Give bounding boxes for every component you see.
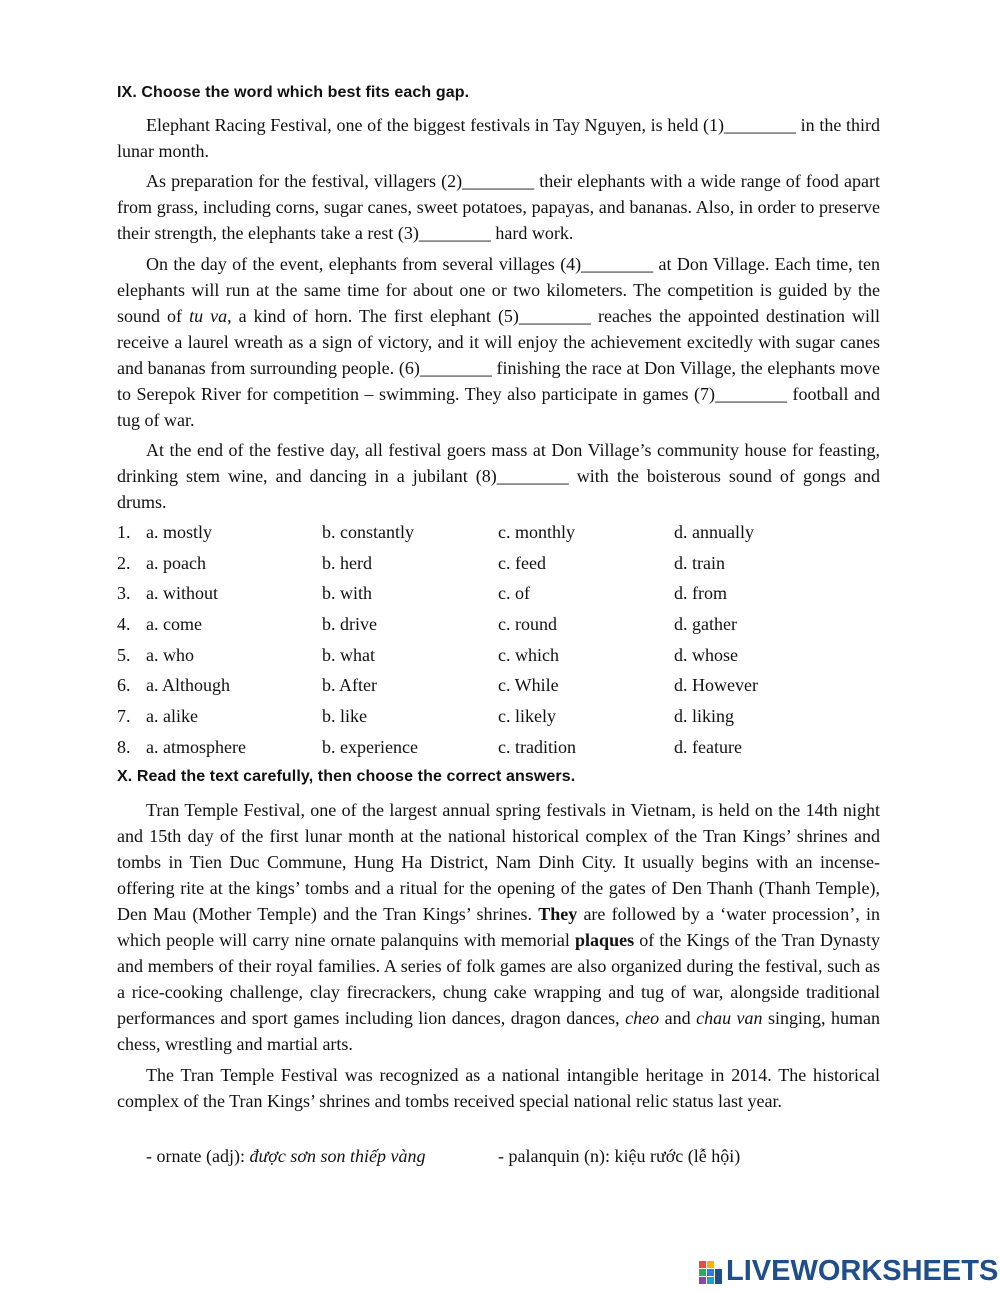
p1-text-1: Tran Temple Festival, one of the largest annual spring festivals in Vietnam, is held on the 14th night and 15th day of the first lunar month at the national historical complex of the Tran Kings’ shrines and tombs in Tien Duc Commune, Hung Ha District, Nam Dinh City. It usually begins with an incense-offering rite at the kings’ tombs and a ritual for the opening of the gates of Den Thanh (Thanh Temple), Den Mau (Mother Temple) and the Tran Kings’ shrines.: [117, 800, 880, 924]
question-row: [117, 642, 880, 668]
p1-bold-plaques: plaques: [575, 930, 635, 950]
question-row: [117, 734, 880, 760]
p1-text-3: of the Kings of the Tran Dynasty and members of their royal families. A series of folk games are also organized during the festival, such as a rice-cooking challenge, clay firecrackers, chung cake wrapping and tug of war, alongside traditional performances and sport games including lion dances, dragon dances,: [117, 930, 880, 1028]
option-a[interactable]: a. mostly: [146, 522, 212, 542]
option-b[interactable]: b. constantly: [322, 522, 414, 542]
option-a[interactable]: a. Although: [146, 675, 230, 695]
question-row: [117, 580, 880, 606]
p3-text-2: , a kind of horn. The first elephant (5)________ reaches the appointed destination will receive a laurel wreath as a sign of victory, and it will enjoy the achievement excitedly with sugar canes and bananas from surrounding people. (6)________ finishing the race at Don Village, the elephants move to Serepok River for competition – swimming. They also participate in games (7)________ football and tug of war.: [117, 306, 880, 430]
option-b[interactable]: b. drive: [322, 614, 377, 634]
question-number: 5.: [117, 645, 131, 665]
option-a[interactable]: a. who: [146, 645, 194, 665]
p3-italic-term: tu va: [189, 306, 228, 326]
p3-text-1: On the day of the event, elephants from several villages (4)________ at Don Village. Each time, ten elephants will run at the same time for about one or two kilometers. The competition is guided by the sound of: [117, 254, 880, 326]
option-d[interactable]: d. feature: [674, 737, 742, 757]
option-b[interactable]: b. experience: [322, 737, 418, 757]
vocab-ornate-meaning: được sơn son thiếp vàng: [249, 1146, 426, 1166]
option-d[interactable]: d. liking: [674, 706, 735, 726]
option-d[interactable]: d. annually: [674, 522, 754, 542]
vocabulary-notes: [146, 1143, 906, 1169]
option-d[interactable]: d. gather: [674, 614, 737, 634]
option-d[interactable]: d. train: [674, 553, 725, 573]
option-d[interactable]: d. whose: [674, 645, 738, 665]
question-row: [117, 611, 880, 637]
option-c[interactable]: c. which: [498, 645, 559, 665]
question-number: 7.: [117, 706, 131, 726]
question-row: [117, 703, 880, 729]
vocab-ornate-term: - ornate (adj):: [146, 1146, 250, 1166]
question-number: 2.: [117, 553, 131, 573]
liveworksheets-logo: [698, 1254, 999, 1288]
question-row: [117, 672, 880, 698]
section-10-paragraph-1: [117, 797, 880, 1057]
question-number: 1.: [117, 522, 131, 542]
vocab-palanquin: - palanquin (n): kiệu rước (lễ hội): [498, 1146, 741, 1166]
option-a[interactable]: a. alike: [146, 706, 198, 726]
option-a[interactable]: a. atmosphere: [146, 737, 246, 757]
option-b[interactable]: b. what: [322, 645, 375, 665]
option-d[interactable]: d. However: [674, 675, 758, 695]
option-c[interactable]: c. monthly: [498, 522, 575, 542]
p1-text-2: are followed by a ‘water procession’, in which people will carry nine ornate palanquins with memorial: [117, 904, 880, 950]
question-number: 4.: [117, 614, 131, 634]
p1-italic-chau-van: chau van: [696, 1008, 763, 1028]
question-row: [117, 519, 880, 545]
logo-blocks-icon: [698, 1260, 724, 1286]
section-9-paragraph-2: As preparation for the festival, villagers (2)________ their elephants with a wide range of food apart from grass, including corns, sugar canes, sweet potatoes, papayas, and bananas. Also, in order to preserve their strength, the elephants take a rest (3)________ hard work.: [117, 171, 880, 243]
section-10-paragraph-2: The Tran Temple Festival was recognized as a national intangible heritage in 2014. The historical complex of the Tran Kings’ shrines and tombs received special national relic status last year.: [117, 1065, 880, 1111]
question-number: 6.: [117, 675, 131, 695]
option-d[interactable]: d. from: [674, 583, 727, 603]
option-c[interactable]: c. feed: [498, 553, 546, 573]
option-a[interactable]: a. poach: [146, 553, 206, 573]
question-row: [117, 550, 880, 576]
option-b[interactable]: b. After: [322, 675, 377, 695]
option-c[interactable]: c. While: [498, 675, 559, 695]
section-10-heading: X. Read the text carefully, then choose the correct answers.: [117, 768, 576, 785]
option-c[interactable]: c. tradition: [498, 737, 576, 757]
option-a[interactable]: a. without: [146, 583, 218, 603]
p1-text-5: singing, human chess, wrestling and martial arts.: [117, 1008, 881, 1054]
section-9-paragraph-3: [117, 251, 880, 433]
question-number: 8.: [117, 737, 131, 757]
section-9-paragraph-1: Elephant Racing Festival, one of the biggest festivals in Tay Nguyen, is held (1)________ in the third lunar month.: [117, 115, 880, 161]
option-c[interactable]: c. likely: [498, 706, 556, 726]
option-c[interactable]: c. of: [498, 583, 530, 603]
section-9-paragraph-4: At the end of the festive day, all festival goers mass at Don Village’s community house for feasting, drinking stem wine, and dancing in a jubilant (8)________ with the boisterous sound of gongs and drums.: [117, 440, 880, 512]
p1-bold-they: They: [538, 904, 578, 924]
option-b[interactable]: b. like: [322, 706, 367, 726]
option-c[interactable]: c. round: [498, 614, 557, 634]
vocab-ornate: [146, 1143, 425, 1169]
option-b[interactable]: b. herd: [322, 553, 372, 573]
section-9-heading: IX. Choose the word which best fits each gap.: [117, 84, 470, 101]
p1-italic-cheo: cheo: [625, 1008, 660, 1028]
logo-text: LIVEWORKSHEETS: [726, 1255, 999, 1287]
option-a[interactable]: a. come: [146, 614, 202, 634]
p1-text-4: and: [659, 1008, 697, 1028]
option-b[interactable]: b. with: [322, 583, 373, 603]
question-number: 3.: [117, 583, 131, 603]
